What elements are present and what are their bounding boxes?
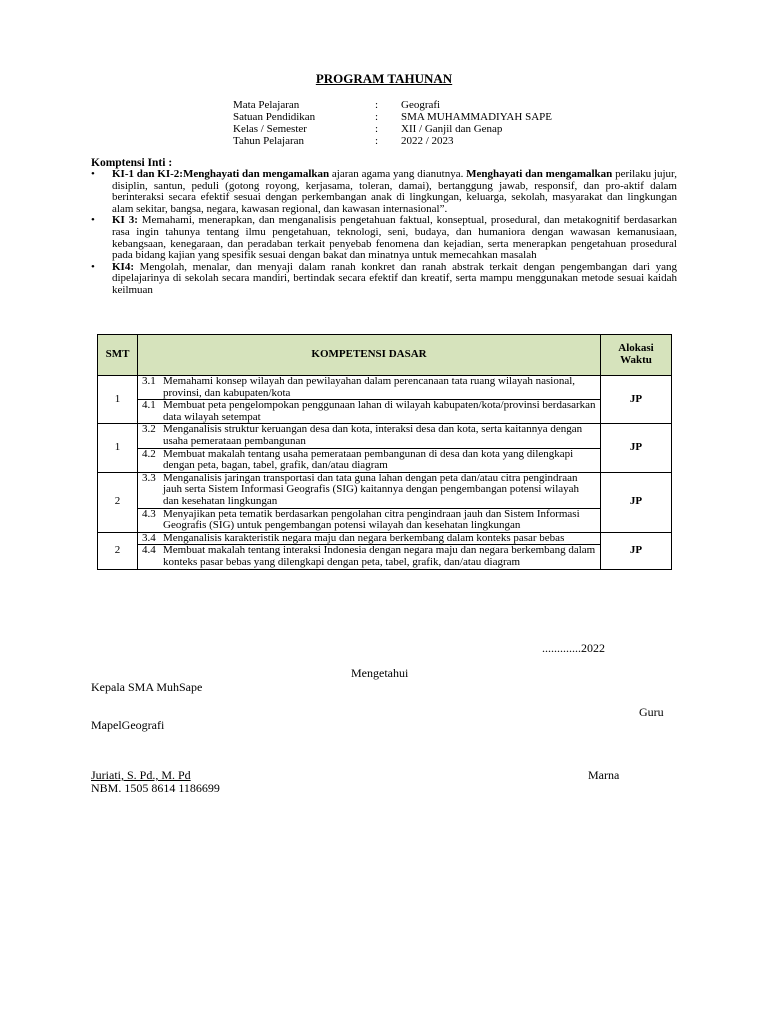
- kd-item: [138, 508, 600, 532]
- info-row-satuan: [233, 111, 552, 123]
- guru-name: Marna: [588, 768, 620, 782]
- info-value: 2022 / 2023: [401, 135, 454, 147]
- info-value: XII / Ganjil dan Genap: [401, 123, 503, 135]
- alokasi-cell: JP: [601, 472, 672, 532]
- kd-item: [138, 376, 600, 399]
- kd-number: 4.4: [142, 544, 156, 557]
- header-smt: SMT: [98, 335, 138, 376]
- smt-cell: 2: [98, 472, 138, 532]
- kd-number: 4.2: [142, 447, 156, 460]
- info-separator: :: [375, 99, 379, 111]
- ki-bold-text: KI4:: [112, 260, 134, 273]
- ki-item-3: [91, 215, 677, 261]
- kd-cell: [138, 376, 601, 424]
- kd-number: 4.1: [142, 399, 156, 412]
- header-kompetensi-dasar: KOMPETENSI DASAR: [138, 335, 601, 376]
- ki-bold-text: KI 3:: [112, 214, 138, 227]
- kd-cell: [138, 532, 601, 569]
- kd-item: [138, 533, 600, 545]
- kd-item: [138, 448, 600, 472]
- bullet-icon: •: [91, 214, 95, 227]
- kd-text: Membuat makalah tentang usaha pemerataan pembangunan di desa dan kota yang dilengkapi dengan peta, bagan, tabel, grafik, dan/atau diagram: [163, 447, 574, 472]
- document-title: PROGRAM TAHUNAN: [315, 71, 453, 86]
- table-row: [98, 532, 672, 569]
- alokasi-cell: JP: [601, 376, 672, 424]
- info-row-kelas: [233, 123, 552, 135]
- kd-number: 3.4: [142, 531, 156, 544]
- kd-text: Menyajikan peta tematik berdasarkan pengolahan citra pengindraan jauh dan Sistem Informasi Geografis (SIG) untuk pengembangan potensi wilayah dan kesehatan lingkungan: [163, 507, 580, 532]
- ki-bold-text: KI-1 dan KI-2:Menghayati dan mengamalkan: [112, 168, 330, 180]
- alokasi-cell: JP: [601, 532, 672, 569]
- kd-item: [138, 544, 600, 568]
- info-separator: :: [375, 135, 379, 147]
- kepala-name: Juriati, S. Pd., M. Pd: [91, 768, 191, 782]
- kd-text: Menganalisis karakteristik negara maju dan negara berkembang dalam konteks pasar bebas: [163, 531, 565, 544]
- table-row: [98, 376, 672, 424]
- ki-list: [91, 169, 677, 297]
- ki-text: perilaku jujur, disiplin, santun, peduli (gotong royong, kerjasama, toleran, damai), bertanggung jawab, responsif, dan pro-aktif dalam berinteraksi secara efektif sesuai dengan perkembangan anak di lingkungan, keluarga, sekolah, masyarakat dan lingkungan alam sekitar, bangsa, negara, kawasan regional, dan kawasan internasional”.: [112, 168, 677, 215]
- header-alokasi-waktu: Alokasi Waktu: [601, 335, 672, 376]
- table-row: [98, 472, 672, 532]
- info-row-tahun: [233, 135, 552, 147]
- info-label: Mata Pelajaran: [233, 99, 300, 111]
- kepala-nbm: NBM. 1505 8614 1186699: [91, 781, 220, 795]
- kd-number: 3.3: [142, 471, 156, 484]
- ki-bold-text: Menghayati dan mengamalkan: [466, 168, 613, 180]
- info-label: Kelas / Semester: [233, 123, 307, 135]
- kd-item: [138, 399, 600, 423]
- kepala-title: Kepala SMA MuhSape: [91, 680, 203, 694]
- ki-item-1: [91, 169, 677, 215]
- mengetahui-label: Mengetahui: [351, 666, 409, 680]
- kd-cell: [138, 472, 601, 532]
- ki-item-4: [91, 262, 677, 297]
- kd-item: [138, 473, 600, 508]
- guru-title: Guru: [639, 705, 664, 719]
- kompetensi-dasar-table: [97, 334, 672, 570]
- bullet-icon: •: [91, 168, 95, 180]
- kd-item: [138, 424, 600, 447]
- info-separator: :: [375, 111, 379, 123]
- kd-text: Menganalisis struktur keruangan desa dan kota, interaksi desa dan kota, serta kaitannya dengan usaha pemerataan pembangunan: [163, 423, 583, 447]
- kd-text: Memahami konsep wilayah dan pewilayahan dalam perencanaan tata ruang wilayah nasional, provinsi, dan kabupaten/kota: [163, 375, 576, 399]
- ki-heading: Komptensi Inti :: [91, 157, 173, 169]
- info-separator: :: [375, 123, 379, 135]
- date-line: .............2022: [542, 641, 605, 655]
- ki-text: ajaran agama yang dianutnya.: [329, 168, 467, 180]
- mapel-title: MapelGeografi: [91, 718, 165, 732]
- kd-number: 3.2: [142, 423, 156, 436]
- kd-number: 3.1: [142, 375, 156, 387]
- smt-cell: 2: [98, 532, 138, 569]
- kd-text: Membuat peta pengelompokan penggunaan lahan di wilayah kabupaten/kota/provinsi berdasarkan data wilayah setempat: [163, 399, 596, 423]
- info-row-mapel: [233, 99, 552, 111]
- info-label: Tahun Pelajaran: [233, 135, 305, 147]
- table-header-row: [98, 335, 672, 376]
- table-row: [98, 424, 672, 472]
- kd-text: Menganalisis jaringan transportasi dan tata guna lahan dengan peta dan/atau citra pengindraan jauh serta Sistem Informasi Geografis (SIG) kaitannya dengan pengembangan potensi wilayah dan kesehatan lingkungan: [163, 471, 580, 507]
- smt-cell: 1: [98, 376, 138, 424]
- info-value: Geografi: [401, 99, 441, 111]
- smt-cell: 1: [98, 424, 138, 472]
- kd-text: Membuat makalah tentang interaksi Indonesia dengan negara maju dan negara berkembang dalam konteks pasar bebas yang dilengkapi dengan peta, tabel, grafik, dan/atau diagram: [163, 544, 596, 568]
- alokasi-cell: JP: [601, 424, 672, 472]
- identity-block: [233, 99, 552, 147]
- kd-number: 4.3: [142, 507, 156, 520]
- bullet-icon: •: [91, 260, 95, 273]
- info-label: Satuan Pendidikan: [233, 111, 316, 123]
- kd-cell: [138, 424, 601, 472]
- info-value: SMA MUHAMMADIYAH SAPE: [401, 111, 552, 123]
- ki-text: Memahami, menerapkan, dan menganalisis pengetahuan faktual, konseptual, prosedural, dan metakognitif berdasarkan rasa ingin tahunya tentang ilmu pengetahuan, teknologi, seni, budaya, dan humaniora dengan wawasan kemanusiaan, kebangsaan, kenegaraan, dan peradaban terkait penyebab fenomena dan kejadian, serta menerapkan pengetahuan prosedural pada bidang kajian yang spesifik sesuai dengan bakat dan minatnya untuk memecahkan masalah: [112, 214, 677, 262]
- ki-text: Mengolah, menalar, dan menyaji dalam ranah konkret dan ranah abstrak terkait dengan pengembangan dari yang dipelajarinya di sekolah secara mandiri, bertindak secara efektif dan kreatif, serta mampu menggunakan metode sesuai kaidah keilmuan: [112, 260, 677, 296]
